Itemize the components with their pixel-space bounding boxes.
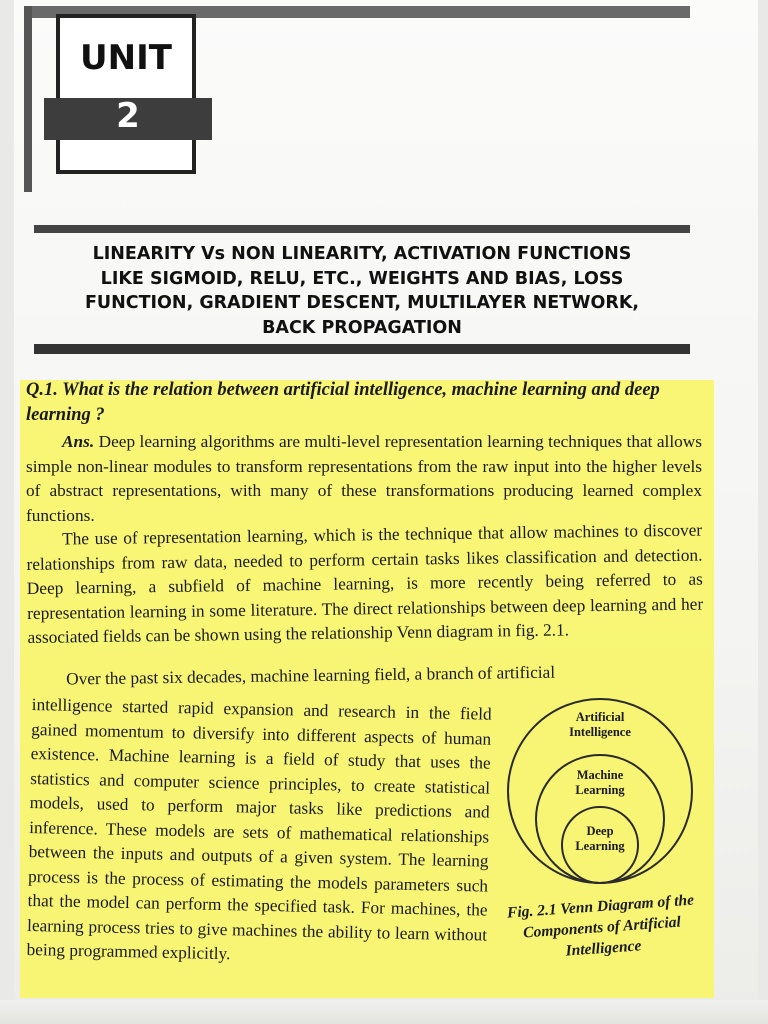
title-line: LIKE SIGMOID, RELU, ETC., WEIGHTS AND BIAS, LOSS (100, 268, 624, 289)
title-line: LINEARITY Vs NON LINEARITY, ACTIVATION FUNCTIONS (92, 244, 632, 264)
title-line: BACK PROPAGATION (262, 317, 462, 338)
unit-number: 2 (116, 96, 140, 136)
answer-label: Ans. (62, 432, 95, 451)
venn-label-ai: Artificial Intelligence (569, 710, 631, 739)
answer-paragraph-3-lead: Over the past six decades, machine learning field, a branch of artificial (66, 662, 556, 689)
answer-paragraph-2: The use of representation learning, which is the technique that allow machines to discover relationships from raw data, needed to perform certain tasks likes classification and detection. Deep learning, a subfield of machine learning, is more recently being referred to as representation learning in some literature. The direct relationships between deep learning and her associated fields can be shown using the relationship Venn diagram in fig. 2.1. (26, 520, 704, 647)
venn-diagram (500, 696, 700, 886)
answer-paragraph-3-body: intelligence started rapid expansion and research in the field gained momentum to diversify into different aspects of human existence. Machine learning is a field of study that uses the statistics and computer science principles, to create statistical models, used to perform major tasks like predictions and inference. These models are sets of mathematical relationships between the inputs and outputs of a given system. The learning process is the process of estimating the models parameters such that the model can perform the specified task. For machines, the learning process tries to give machines the ability to learn without being programmed explicitly. (26, 694, 492, 964)
unit-word: UNIT (80, 38, 172, 78)
answer-paragraph-1 (26, 430, 702, 528)
venn-label-ml: Machine Learning (575, 768, 625, 797)
title-line: FUNCTION, GRADIENT DESCENT, MULTILAYER NETWORK, (84, 293, 640, 313)
figure-caption: Fig. 2.1 Venn Diagram of the Components of Artificial Intelligence (506, 891, 695, 960)
question: Q.1. What is the relation between artificial intelligence, machine learning and deep learning ? (26, 380, 660, 425)
page-edge (0, 1000, 768, 1024)
answer-text: Deep learning algorithms are multi-level representation learning techniques that allows simple non-linear modules to transform representations from the raw input into the higher levels of abstract representations, with many of these transformations producing learned complex functions. (26, 432, 702, 525)
venn-label-dl: Deep Learning (575, 824, 625, 853)
